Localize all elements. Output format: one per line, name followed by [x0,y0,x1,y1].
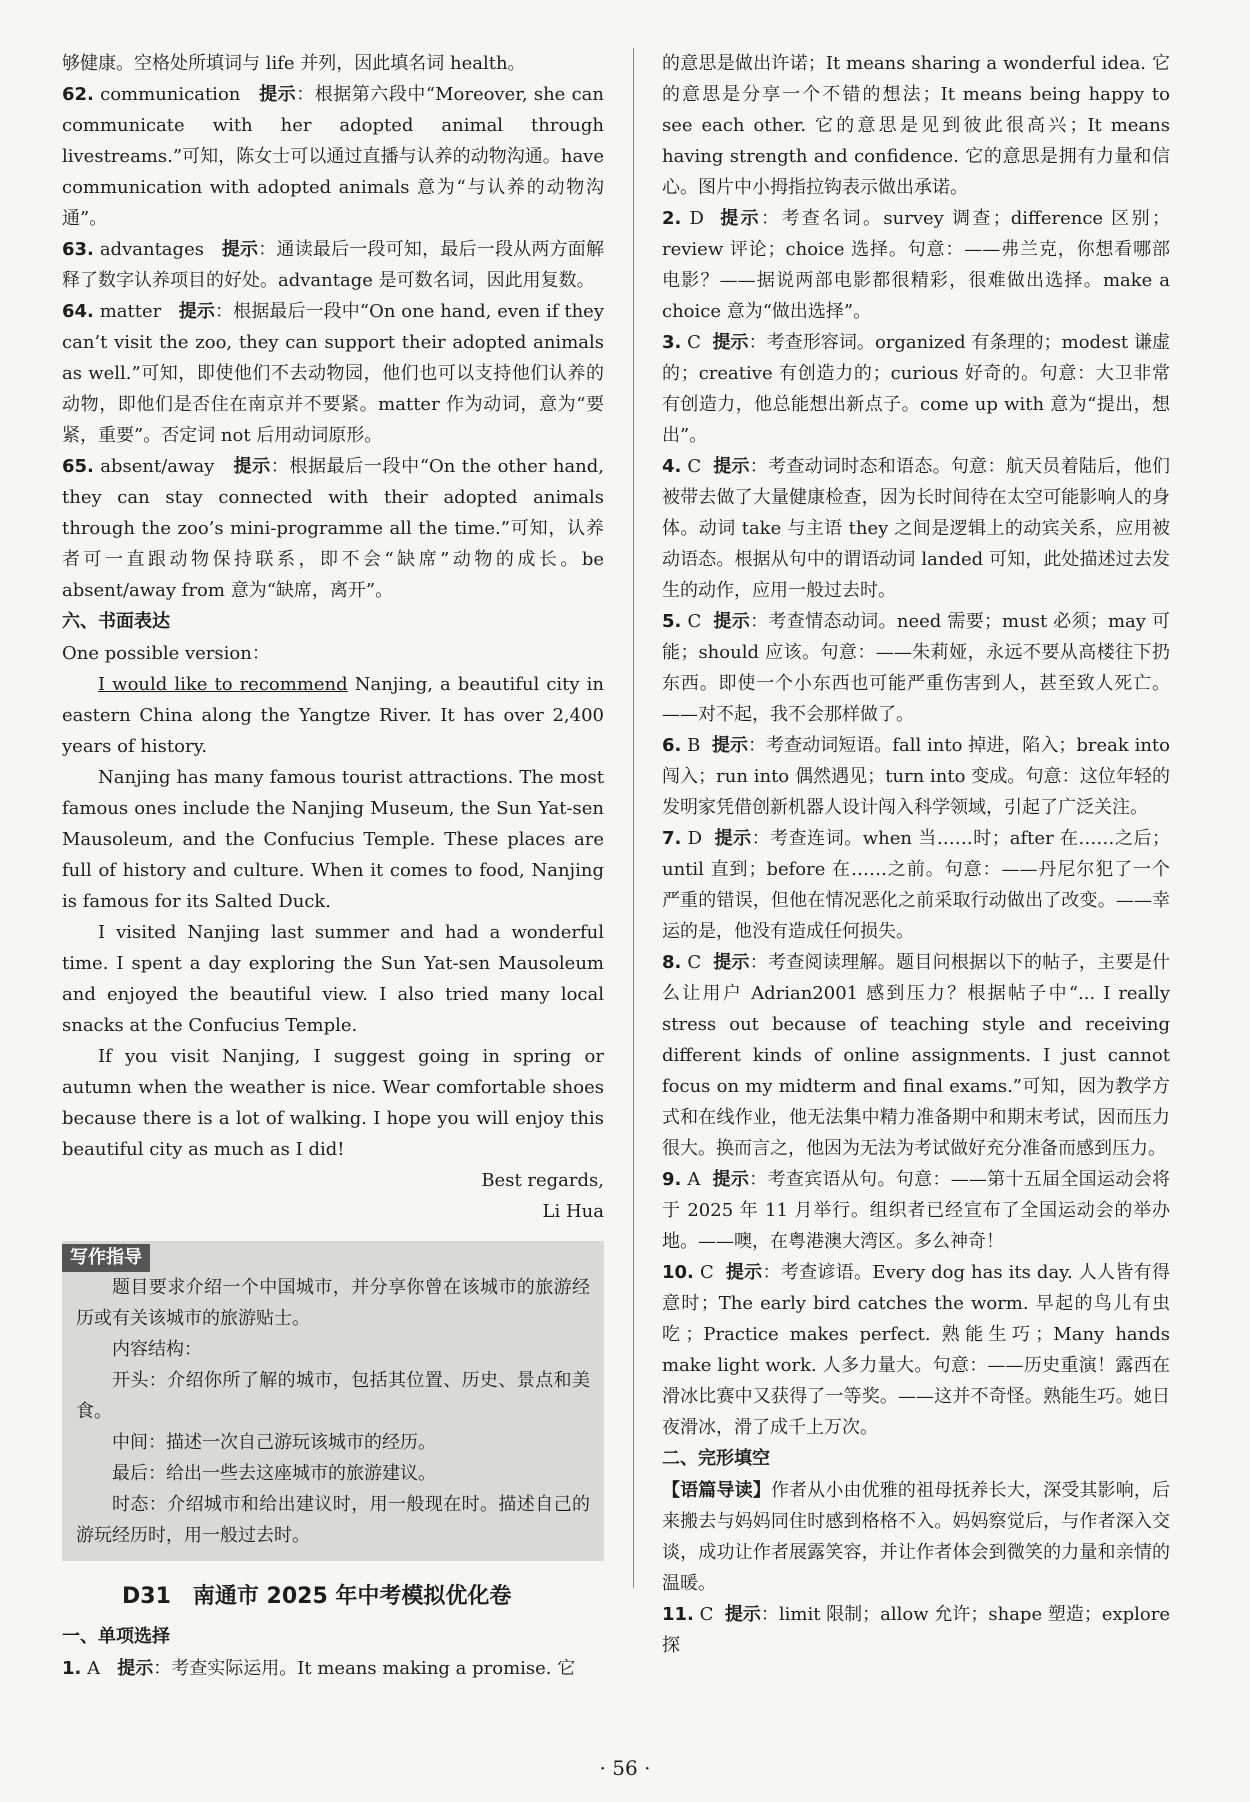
tip-text: ：limit 限制；allow 允许；shape 塑造；explore 探 [662,1604,1170,1656]
essay-paragraph-2: Nanjing has many famous tourist attractions. The most famous ones include the Nanjing Museum, the Sun Yat-sen Mausoleum, and the Confucius Temple. These places are full of history and culture. When it comes to food, Nanjing is famous for its Salted Duck. [62,767,604,912]
tip-text: ：根据最后一段中“On the other hand, they can stay connected with their adopted animals through the zoo’s mini-programme all the time.”可知，认养者可一直跟动物保持联系，即不会“缺席”动物的成长。be absent/away from 意为“缺席，离开”。 [62,456,605,601]
item-number: 64. [62,301,94,322]
tip-text: ：考查名词。survey 调查；difference 区别；review 评论；choice 选择。句意：——弗兰克，你想看哪部电影？——据说两部电影都很精彩，很难做出选择。make a choice 意为“做出选择”。 [662,208,1170,322]
answer-letter: C [699,1262,714,1283]
tip-text: ：考查连词。when 当……时；after 在……之后；until 直到；before 在……之前。句意：——丹尼尔犯了一个严重的错误，但他在情况恶化之前采取行动做出了改变。——幸运的是，他没有造成任何损失。 [662,828,1170,942]
tip-text: ：考查实际运用。It means making a promise. 它 [153,1658,576,1679]
essay-paragraph-3: I visited Nanjing last summer and had a wonderful time. I spent a day exploring the Sun Yat-sen Mausoleum and enjoyed the beautiful view. I also tried many local snacks at the Confucius Temple. [62,922,604,1036]
passage-guide [662,1475,1170,1599]
tip-label: 提示 [714,828,752,849]
tip-text: ：通读最后一段可知，最后一段从两方面解释了数字认养项目的好处。advantage 是可数名词，因此用复数。 [62,239,605,291]
guide-line: 时态：介绍城市和给出建议时，用一般现在时。描述自己的游玩经历时，用一般过去时。 [76,1494,590,1546]
item-number: 63. [62,239,94,260]
answer-item-3 [662,327,1170,451]
tip-text: ：考查宾语从句。句意：——第十五届全国运动会将于 2025 年 11 月举行。组织者已经宣布了全国运动会的举办地。——噢，在粤港澳大湾区。多么神奇！ [662,1169,1170,1252]
tip-text: ：根据最后一段中“On one hand, even if they can’t visit the zoo, they can support their adopted animals as well.”可知，即使他们不去动物园，他们也可以支持他们认养的动物，即他们是否住在南京并不要紧。matter 作为动词，意为“要紧，重要”。否定词 not 后用动词原形。 [62,301,605,446]
answer-letter: C [687,332,701,353]
item-number: 6. [662,735,682,756]
tip-label: 提示 [725,1262,763,1283]
section-heading-single-choice: 一、单项选择 [62,1626,170,1647]
tip-text: ：考查阅读理解。题目问根据以下的帖子，主要是什么让用户 Adrian2001 感到压力？根据帖子中“... I really stress out because of teaching style and receiving different kinds of online assignments. I just cannot focus on my midterm and final exams.”可知，因为教学方式和在线作业，他无法集中精力准备期中和期末考试，因而压力很大。换而言之，他因为无法为考试做好充分准备而感到压力。 [662,952,1171,1159]
answer-item-1 [62,1653,604,1684]
essay-closing: Best regards, [481,1170,604,1191]
answer-item-64 [62,296,604,451]
guide-line: 最后：给出一些去这座城市的旅游建议。 [112,1463,436,1484]
guide-line: 开头：介绍你所了解的城市，包括其位置、历史、景点和美食。 [76,1370,590,1422]
tip-label: 提示 [259,84,297,105]
answer-word: absent/away [100,456,215,477]
answer-item-4 [662,451,1170,606]
tip-label: 提示 [221,239,259,260]
answer-item-8 [662,947,1170,1164]
tip-label: 提示 [233,456,271,477]
essay-text: Nanjing, a beautiful city in eastern China along the Yangtze River. It has over 2,400 years of history. [62,674,604,757]
answer-letter: A [687,1169,701,1190]
essay-signature: Li Hua [542,1201,604,1222]
item-number: 7. [662,828,682,849]
answer-word: advantages [99,239,204,260]
answer-letter: B [687,735,701,756]
tip-text: ：根据第六段中“Moreover, she can communicate with her adopted animal through livestreams.”可知，陈女士可以通过直播与认养的动物沟通。have communication with adopted animals 意为“与认养的动物沟通”。 [62,84,604,229]
passage-guide-text: 作者从小由优雅的祖母抚养长大，深受其影响，后来搬去与妈妈同住时感到格格不入。妈妈察觉后，与作者深入交谈，成功让作者展露笑容，并让作者体会到微笑的力量和亲情的温暖。 [662,1480,1170,1594]
right-column [662,48,1170,1661]
answer-word: matter [99,301,162,322]
item-number: 3. [662,332,682,353]
section-heading-cloze: 二、完形填空 [662,1448,770,1469]
passage-guide-tag: 【语篇导读】 [662,1480,771,1501]
tip-text: ：考查情态动词。need 需要；must 必须；may 可能；should 应该。句意：——朱莉娅，永远不要从高楼往下扔东西。即使一个小东西也可能严重伤害到人，甚至致人死亡。——对不起，我不会那样做了。 [662,611,1170,725]
tip-text: ：考查形容词。organized 有条理的；modest 谦虚的；creative 有创造力的；curious 好奇的。句意：大卫非常有创造力，他总能想出新点子。come up with 意为“提出，想出”。 [662,332,1170,446]
answer-letter: A [87,1658,101,1679]
answer-item-65 [62,451,604,606]
item-number: 1. [62,1658,82,1679]
tip-label: 提示 [178,301,216,322]
tip-label: 提示 [713,952,750,973]
answer-letter: C [699,1604,714,1625]
answer-letter: D [689,208,704,229]
writing-guide-box [62,1241,604,1561]
page-number: · 56 · [599,1756,651,1780]
answer-word: communication [100,84,241,105]
guide-line: 内容结构： [112,1339,202,1360]
guide-line: 中间：描述一次自己游玩该城市的经历。 [112,1432,436,1453]
answer-item-7 [662,823,1170,947]
tip-label: 提示 [711,735,748,756]
answer-letter: C [687,952,702,973]
answer-item-63 [62,234,604,296]
item-number: 62. [62,84,94,105]
item-number: 5. [662,611,682,632]
answer-item-10 [662,1257,1170,1443]
item-number: 2. [662,208,682,229]
answer-item-6 [662,730,1170,823]
item-number: 10. [662,1262,694,1283]
tip-label: 提示 [713,611,751,632]
writing-guide-tag: 写作指导 [62,1244,150,1272]
item-number: 4. [662,456,682,477]
tip-label: 提示 [713,456,750,477]
answer-item-62 [62,79,604,234]
answer-item-11 [662,1599,1170,1661]
section-heading-writing: 六、书面表达 [62,611,170,632]
answer-item-5 [662,606,1170,730]
answer-item-9 [662,1164,1170,1257]
underlined-phrase: I would like to recommend [98,674,348,695]
continued-answer-text: 的意思是做出许诺；It means sharing a wonderful idea. 它的意思是分享一个不错的想法；It means being happy to see each other. 它的意思是见到彼此很高兴；It means having strength and confidence. 它的意思是拥有力量和信心。图片中小拇指拉钩表示做出承诺。 [662,53,1170,198]
tip-text: ：考查谚语。Every dog has its day. 人人皆有得意时；The early bird catches the worm. 早起的鸟儿有虫吃；Practice makes perfect. 熟能生巧；Many hands make light work. 人多力量大。句意：——历史重演！露西在滑冰比赛中又获得了一等奖。——这并不奇怪。熟能生巧。她日夜滑冰，滑了成千上万次。 [662,1262,1170,1438]
answer-letter: C [687,456,702,477]
item-number: 8. [662,952,682,973]
left-column [62,48,604,1684]
answer-letter: D [687,828,703,849]
item-number: 65. [62,456,94,477]
tip-label: 提示 [720,208,761,229]
item-number: 11. [662,1604,694,1625]
answer-letter: C [687,611,702,632]
tip-label: 提示 [117,1658,154,1679]
tip-label: 提示 [724,1604,761,1625]
continued-answer-text: 够健康。空格处所填词与 life 并列，因此填名词 health。 [62,53,526,74]
item-number: 9. [662,1169,682,1190]
tip-text: ：考查动词时态和语态。句意：航天员着陆后，他们被带去做了大量健康检查，因为长时间待在太空可能影响人的身体。动词 take 与主语 they 之间是逻辑上的动宾关系，应用被动语态。根据从句中的谓语动词 landed 可知，此处描述过去发生的动作，应用一般过去时。 [662,456,1171,601]
paper-title: D31 南通市 2025 年中考模拟优化卷 [122,1584,512,1609]
column-divider [633,48,634,1588]
tip-label: 提示 [712,1169,750,1190]
guide-line: 题目要求介绍一个中国城市，并分享你曾在该城市的旅游经历或有关该城市的旅游贴士。 [76,1277,590,1329]
essay-paragraph-4: If you visit Nanjing, I suggest going in spring or autumn when the weather is nice. Wear comfortable shoes because there is a lot of walking. I hope you will enjoy this beautiful city as much as I did! [62,1046,604,1160]
tip-text: ：考查动词短语。fall into 掉进，陷入；break into 闯入；run into 偶然遇见；turn into 变成。句意：这位年轻的发明家凭借创新机器人设计闯入科学领域，引起了广泛关注。 [662,735,1170,818]
possible-version-label: One possible version： [62,643,270,664]
tip-label: 提示 [712,332,749,353]
answer-item-2 [662,203,1170,327]
essay-paragraph-1 [62,669,604,762]
